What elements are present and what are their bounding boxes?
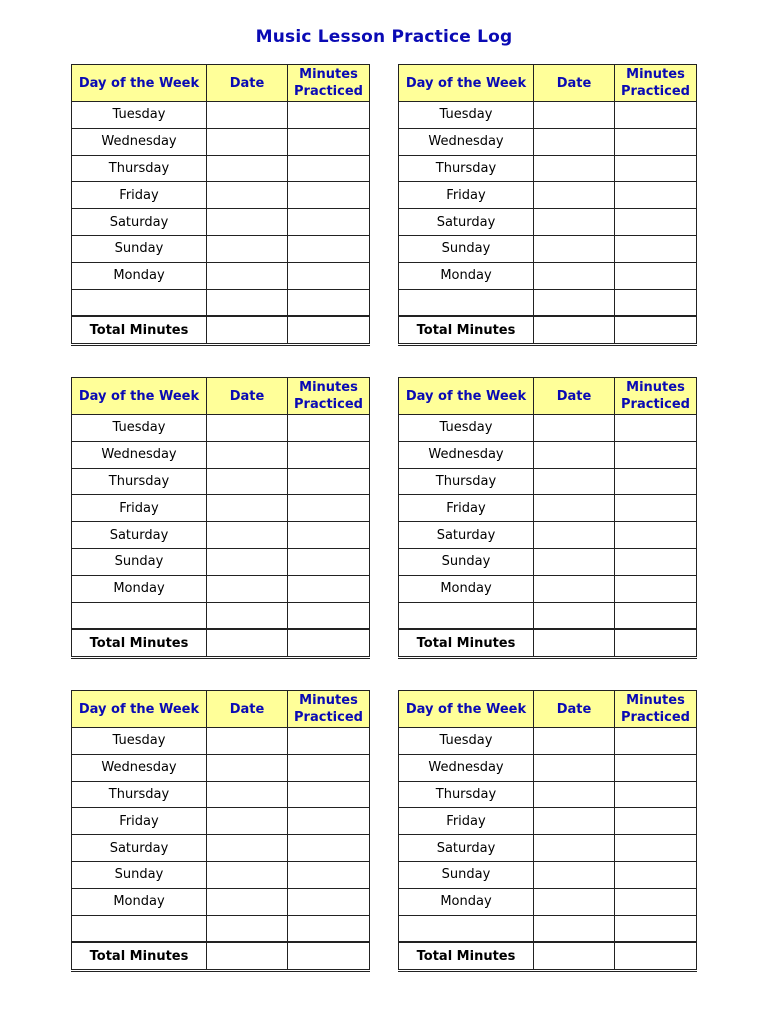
header-row bbox=[399, 378, 697, 415]
minutes-cell[interactable] bbox=[615, 602, 697, 629]
minutes-cell[interactable] bbox=[615, 915, 697, 942]
date-cell[interactable] bbox=[207, 468, 288, 495]
header-row bbox=[72, 691, 370, 728]
date-cell[interactable] bbox=[534, 835, 615, 862]
header-date: Date bbox=[207, 378, 288, 415]
day-cell: Wednesday bbox=[72, 754, 207, 781]
table-row bbox=[399, 754, 697, 781]
day-cell: Monday bbox=[399, 888, 534, 915]
table-row bbox=[72, 415, 370, 442]
minutes-cell[interactable] bbox=[615, 754, 697, 781]
date-cell[interactable] bbox=[207, 861, 288, 888]
date-cell[interactable] bbox=[534, 209, 615, 236]
minutes-cell[interactable] bbox=[288, 468, 370, 495]
date-cell[interactable] bbox=[207, 102, 288, 129]
minutes-cell[interactable] bbox=[288, 235, 370, 262]
minutes-cell[interactable] bbox=[615, 522, 697, 549]
day-cell: Saturday bbox=[399, 522, 534, 549]
date-cell[interactable] bbox=[207, 289, 288, 316]
minutes-cell[interactable] bbox=[615, 468, 697, 495]
minutes-cell[interactable] bbox=[615, 289, 697, 316]
table-row bbox=[72, 548, 370, 575]
table-row bbox=[399, 102, 697, 129]
minutes-cell[interactable] bbox=[288, 602, 370, 629]
day-cell: Wednesday bbox=[399, 441, 534, 468]
table-row bbox=[399, 128, 697, 155]
date-cell[interactable] bbox=[207, 235, 288, 262]
day-cell: Friday bbox=[399, 182, 534, 209]
date-cell[interactable] bbox=[534, 522, 615, 549]
table-row bbox=[72, 495, 370, 522]
minutes-cell[interactable] bbox=[615, 728, 697, 755]
date-cell[interactable] bbox=[207, 728, 288, 755]
day-cell: Saturday bbox=[72, 835, 207, 862]
day-cell: Tuesday bbox=[399, 102, 534, 129]
table-row bbox=[399, 548, 697, 575]
minutes-cell[interactable] bbox=[288, 754, 370, 781]
header-row bbox=[399, 691, 697, 728]
day-cell: Sunday bbox=[399, 235, 534, 262]
table-row bbox=[72, 728, 370, 755]
minutes-cell[interactable] bbox=[288, 728, 370, 755]
minutes-cell[interactable] bbox=[288, 128, 370, 155]
header-date: Date bbox=[534, 691, 615, 728]
table-row bbox=[399, 441, 697, 468]
total-row bbox=[72, 942, 370, 970]
day-cell: Thursday bbox=[399, 468, 534, 495]
date-cell[interactable] bbox=[534, 102, 615, 129]
day-cell: Sunday bbox=[399, 861, 534, 888]
day-cell: Monday bbox=[72, 262, 207, 289]
table-row bbox=[399, 468, 697, 495]
day-cell: Monday bbox=[72, 888, 207, 915]
date-cell[interactable] bbox=[207, 128, 288, 155]
table-row bbox=[72, 209, 370, 236]
day-cell: Tuesday bbox=[72, 102, 207, 129]
header-day-of-week: Day of the Week bbox=[72, 65, 207, 102]
table-row bbox=[399, 808, 697, 835]
minutes-cell[interactable] bbox=[288, 289, 370, 316]
minutes-cell[interactable] bbox=[615, 835, 697, 862]
total-date-cell[interactable] bbox=[207, 629, 288, 657]
day-cell: Friday bbox=[72, 808, 207, 835]
total-minutes-cell[interactable] bbox=[288, 629, 370, 657]
practice-log-table bbox=[398, 377, 697, 659]
minutes-cell[interactable] bbox=[288, 835, 370, 862]
minutes-cell[interactable] bbox=[615, 128, 697, 155]
minutes-cell[interactable] bbox=[288, 262, 370, 289]
header-date: Date bbox=[207, 65, 288, 102]
total-row bbox=[72, 629, 370, 657]
minutes-cell[interactable] bbox=[615, 209, 697, 236]
minutes-cell[interactable] bbox=[288, 808, 370, 835]
table-row bbox=[72, 835, 370, 862]
table-row bbox=[399, 209, 697, 236]
day-cell: Wednesday bbox=[399, 754, 534, 781]
minutes-cell[interactable] bbox=[288, 575, 370, 602]
day-cell: Wednesday bbox=[72, 128, 207, 155]
header-minutes-practiced: Minutes Practiced bbox=[288, 378, 370, 415]
date-cell[interactable] bbox=[207, 888, 288, 915]
day-cell: Saturday bbox=[72, 522, 207, 549]
table-row bbox=[72, 155, 370, 182]
total-minutes-cell[interactable] bbox=[288, 942, 370, 970]
header-day-of-week: Day of the Week bbox=[399, 691, 534, 728]
day-cell bbox=[399, 289, 534, 316]
date-cell[interactable] bbox=[207, 522, 288, 549]
table-row bbox=[72, 235, 370, 262]
table-row bbox=[72, 602, 370, 629]
table-row bbox=[72, 262, 370, 289]
minutes-cell[interactable] bbox=[615, 575, 697, 602]
table-row bbox=[72, 182, 370, 209]
table-row bbox=[72, 441, 370, 468]
header-minutes-practiced: Minutes Practiced bbox=[288, 691, 370, 728]
minutes-cell[interactable] bbox=[615, 781, 697, 808]
day-cell: Tuesday bbox=[72, 728, 207, 755]
minutes-cell[interactable] bbox=[288, 781, 370, 808]
day-cell bbox=[72, 915, 207, 942]
total-row bbox=[399, 316, 697, 344]
day-cell: Saturday bbox=[72, 209, 207, 236]
table-row bbox=[399, 888, 697, 915]
date-cell[interactable] bbox=[207, 182, 288, 209]
total-date-cell[interactable] bbox=[534, 629, 615, 657]
table-row bbox=[72, 861, 370, 888]
date-cell[interactable] bbox=[534, 155, 615, 182]
table-row bbox=[399, 495, 697, 522]
total-minutes-label: Total Minutes bbox=[399, 629, 534, 657]
header-day-of-week: Day of the Week bbox=[72, 691, 207, 728]
minutes-cell[interactable] bbox=[615, 235, 697, 262]
day-cell: Saturday bbox=[399, 835, 534, 862]
minutes-cell[interactable] bbox=[288, 522, 370, 549]
header-day-of-week: Day of the Week bbox=[399, 378, 534, 415]
minutes-cell[interactable] bbox=[288, 182, 370, 209]
minutes-cell[interactable] bbox=[615, 495, 697, 522]
header-row bbox=[399, 65, 697, 102]
table-row bbox=[72, 888, 370, 915]
date-cell[interactable] bbox=[207, 808, 288, 835]
date-cell[interactable] bbox=[207, 602, 288, 629]
total-minutes-cell[interactable] bbox=[615, 316, 697, 344]
date-cell[interactable] bbox=[534, 861, 615, 888]
page-title: Music Lesson Practice Log bbox=[255, 27, 513, 47]
day-cell: Thursday bbox=[72, 155, 207, 182]
day-cell: Sunday bbox=[399, 548, 534, 575]
header-row bbox=[72, 378, 370, 415]
date-cell[interactable] bbox=[207, 415, 288, 442]
table-row bbox=[72, 754, 370, 781]
minutes-cell[interactable] bbox=[615, 861, 697, 888]
total-minutes-label: Total Minutes bbox=[72, 629, 207, 657]
date-cell[interactable] bbox=[534, 808, 615, 835]
table-row bbox=[399, 235, 697, 262]
date-cell[interactable] bbox=[207, 262, 288, 289]
day-cell: Wednesday bbox=[72, 441, 207, 468]
day-cell bbox=[72, 602, 207, 629]
date-cell[interactable] bbox=[534, 128, 615, 155]
header-date: Date bbox=[534, 378, 615, 415]
table-row bbox=[399, 262, 697, 289]
total-minutes-label: Total Minutes bbox=[399, 942, 534, 970]
day-cell: Tuesday bbox=[399, 728, 534, 755]
date-cell[interactable] bbox=[534, 495, 615, 522]
date-cell[interactable] bbox=[207, 575, 288, 602]
day-cell: Sunday bbox=[72, 235, 207, 262]
table-row bbox=[72, 575, 370, 602]
total-minutes-label: Total Minutes bbox=[72, 942, 207, 970]
date-cell[interactable] bbox=[534, 235, 615, 262]
day-cell: Tuesday bbox=[72, 415, 207, 442]
day-cell: Monday bbox=[399, 575, 534, 602]
total-date-cell[interactable] bbox=[207, 942, 288, 970]
date-cell[interactable] bbox=[534, 289, 615, 316]
table-row bbox=[399, 835, 697, 862]
date-cell[interactable] bbox=[534, 728, 615, 755]
total-row bbox=[399, 942, 697, 970]
table-row bbox=[72, 781, 370, 808]
minutes-cell[interactable] bbox=[288, 415, 370, 442]
date-cell[interactable] bbox=[207, 495, 288, 522]
minutes-cell[interactable] bbox=[615, 808, 697, 835]
date-cell[interactable] bbox=[534, 441, 615, 468]
minutes-cell[interactable] bbox=[615, 415, 697, 442]
date-cell[interactable] bbox=[534, 548, 615, 575]
minutes-cell[interactable] bbox=[288, 155, 370, 182]
date-cell[interactable] bbox=[534, 781, 615, 808]
day-cell: Sunday bbox=[72, 861, 207, 888]
table-row bbox=[399, 522, 697, 549]
date-cell[interactable] bbox=[534, 754, 615, 781]
minutes-cell[interactable] bbox=[288, 495, 370, 522]
minutes-cell[interactable] bbox=[288, 861, 370, 888]
total-minutes-label: Total Minutes bbox=[399, 316, 534, 344]
date-cell[interactable] bbox=[534, 468, 615, 495]
header-minutes-practiced: Minutes Practiced bbox=[288, 65, 370, 102]
minutes-cell[interactable] bbox=[615, 155, 697, 182]
total-minutes-cell[interactable] bbox=[615, 942, 697, 970]
date-cell[interactable] bbox=[534, 888, 615, 915]
date-cell[interactable] bbox=[207, 754, 288, 781]
minutes-cell[interactable] bbox=[615, 548, 697, 575]
day-cell: Monday bbox=[399, 262, 534, 289]
header-row bbox=[72, 65, 370, 102]
date-cell[interactable] bbox=[207, 155, 288, 182]
table-row bbox=[72, 915, 370, 942]
table-row bbox=[72, 128, 370, 155]
minutes-cell[interactable] bbox=[615, 888, 697, 915]
practice-log-table bbox=[71, 690, 370, 972]
header-minutes-practiced: Minutes Practiced bbox=[615, 378, 697, 415]
day-cell: Friday bbox=[399, 495, 534, 522]
day-cell: Tuesday bbox=[399, 415, 534, 442]
day-cell: Friday bbox=[72, 495, 207, 522]
table-row bbox=[399, 415, 697, 442]
date-cell[interactable] bbox=[207, 209, 288, 236]
minutes-cell[interactable] bbox=[615, 102, 697, 129]
date-cell[interactable] bbox=[207, 781, 288, 808]
date-cell[interactable] bbox=[534, 602, 615, 629]
day-cell: Thursday bbox=[399, 155, 534, 182]
day-cell bbox=[399, 602, 534, 629]
minutes-cell[interactable] bbox=[615, 182, 697, 209]
total-date-cell[interactable] bbox=[534, 942, 615, 970]
practice-log-table bbox=[398, 64, 697, 346]
day-cell: Friday bbox=[399, 808, 534, 835]
table-row bbox=[399, 575, 697, 602]
total-minutes-cell[interactable] bbox=[288, 316, 370, 344]
day-cell: Wednesday bbox=[399, 128, 534, 155]
date-cell[interactable] bbox=[207, 835, 288, 862]
table-row bbox=[399, 602, 697, 629]
minutes-cell[interactable] bbox=[615, 441, 697, 468]
minutes-cell[interactable] bbox=[288, 548, 370, 575]
day-cell bbox=[399, 915, 534, 942]
minutes-cell[interactable] bbox=[288, 915, 370, 942]
date-cell[interactable] bbox=[207, 548, 288, 575]
table-row bbox=[399, 182, 697, 209]
total-date-cell[interactable] bbox=[207, 316, 288, 344]
day-cell: Monday bbox=[72, 575, 207, 602]
day-cell: Saturday bbox=[399, 209, 534, 236]
total-date-cell[interactable] bbox=[534, 316, 615, 344]
day-cell bbox=[72, 289, 207, 316]
header-minutes-practiced: Minutes Practiced bbox=[615, 65, 697, 102]
date-cell[interactable] bbox=[207, 915, 288, 942]
table-row bbox=[399, 915, 697, 942]
table-row bbox=[399, 728, 697, 755]
header-day-of-week: Day of the Week bbox=[399, 65, 534, 102]
table-row bbox=[72, 522, 370, 549]
date-cell[interactable] bbox=[534, 575, 615, 602]
total-minutes-label: Total Minutes bbox=[72, 316, 207, 344]
header-day-of-week: Day of the Week bbox=[72, 378, 207, 415]
minutes-cell[interactable] bbox=[288, 888, 370, 915]
day-cell: Thursday bbox=[399, 781, 534, 808]
date-cell[interactable] bbox=[534, 182, 615, 209]
table-row bbox=[72, 468, 370, 495]
header-minutes-practiced: Minutes Practiced bbox=[615, 691, 697, 728]
date-cell[interactable] bbox=[534, 415, 615, 442]
total-row bbox=[399, 629, 697, 657]
table-row bbox=[72, 808, 370, 835]
total-row bbox=[72, 316, 370, 344]
date-cell[interactable] bbox=[534, 915, 615, 942]
header-date: Date bbox=[207, 691, 288, 728]
date-cell[interactable] bbox=[207, 441, 288, 468]
minutes-cell[interactable] bbox=[288, 209, 370, 236]
day-cell: Sunday bbox=[72, 548, 207, 575]
day-cell: Thursday bbox=[72, 468, 207, 495]
day-cell: Friday bbox=[72, 182, 207, 209]
total-minutes-cell[interactable] bbox=[615, 629, 697, 657]
practice-log-table bbox=[398, 690, 697, 972]
table-row bbox=[72, 102, 370, 129]
minutes-cell[interactable] bbox=[288, 102, 370, 129]
table-row bbox=[399, 289, 697, 316]
practice-log-table bbox=[71, 377, 370, 659]
practice-log-table bbox=[71, 64, 370, 346]
minutes-cell[interactable] bbox=[615, 262, 697, 289]
table-row bbox=[399, 781, 697, 808]
date-cell[interactable] bbox=[534, 262, 615, 289]
table-row bbox=[399, 861, 697, 888]
minutes-cell[interactable] bbox=[288, 441, 370, 468]
table-row bbox=[399, 155, 697, 182]
table-row bbox=[72, 289, 370, 316]
day-cell: Thursday bbox=[72, 781, 207, 808]
header-date: Date bbox=[534, 65, 615, 102]
